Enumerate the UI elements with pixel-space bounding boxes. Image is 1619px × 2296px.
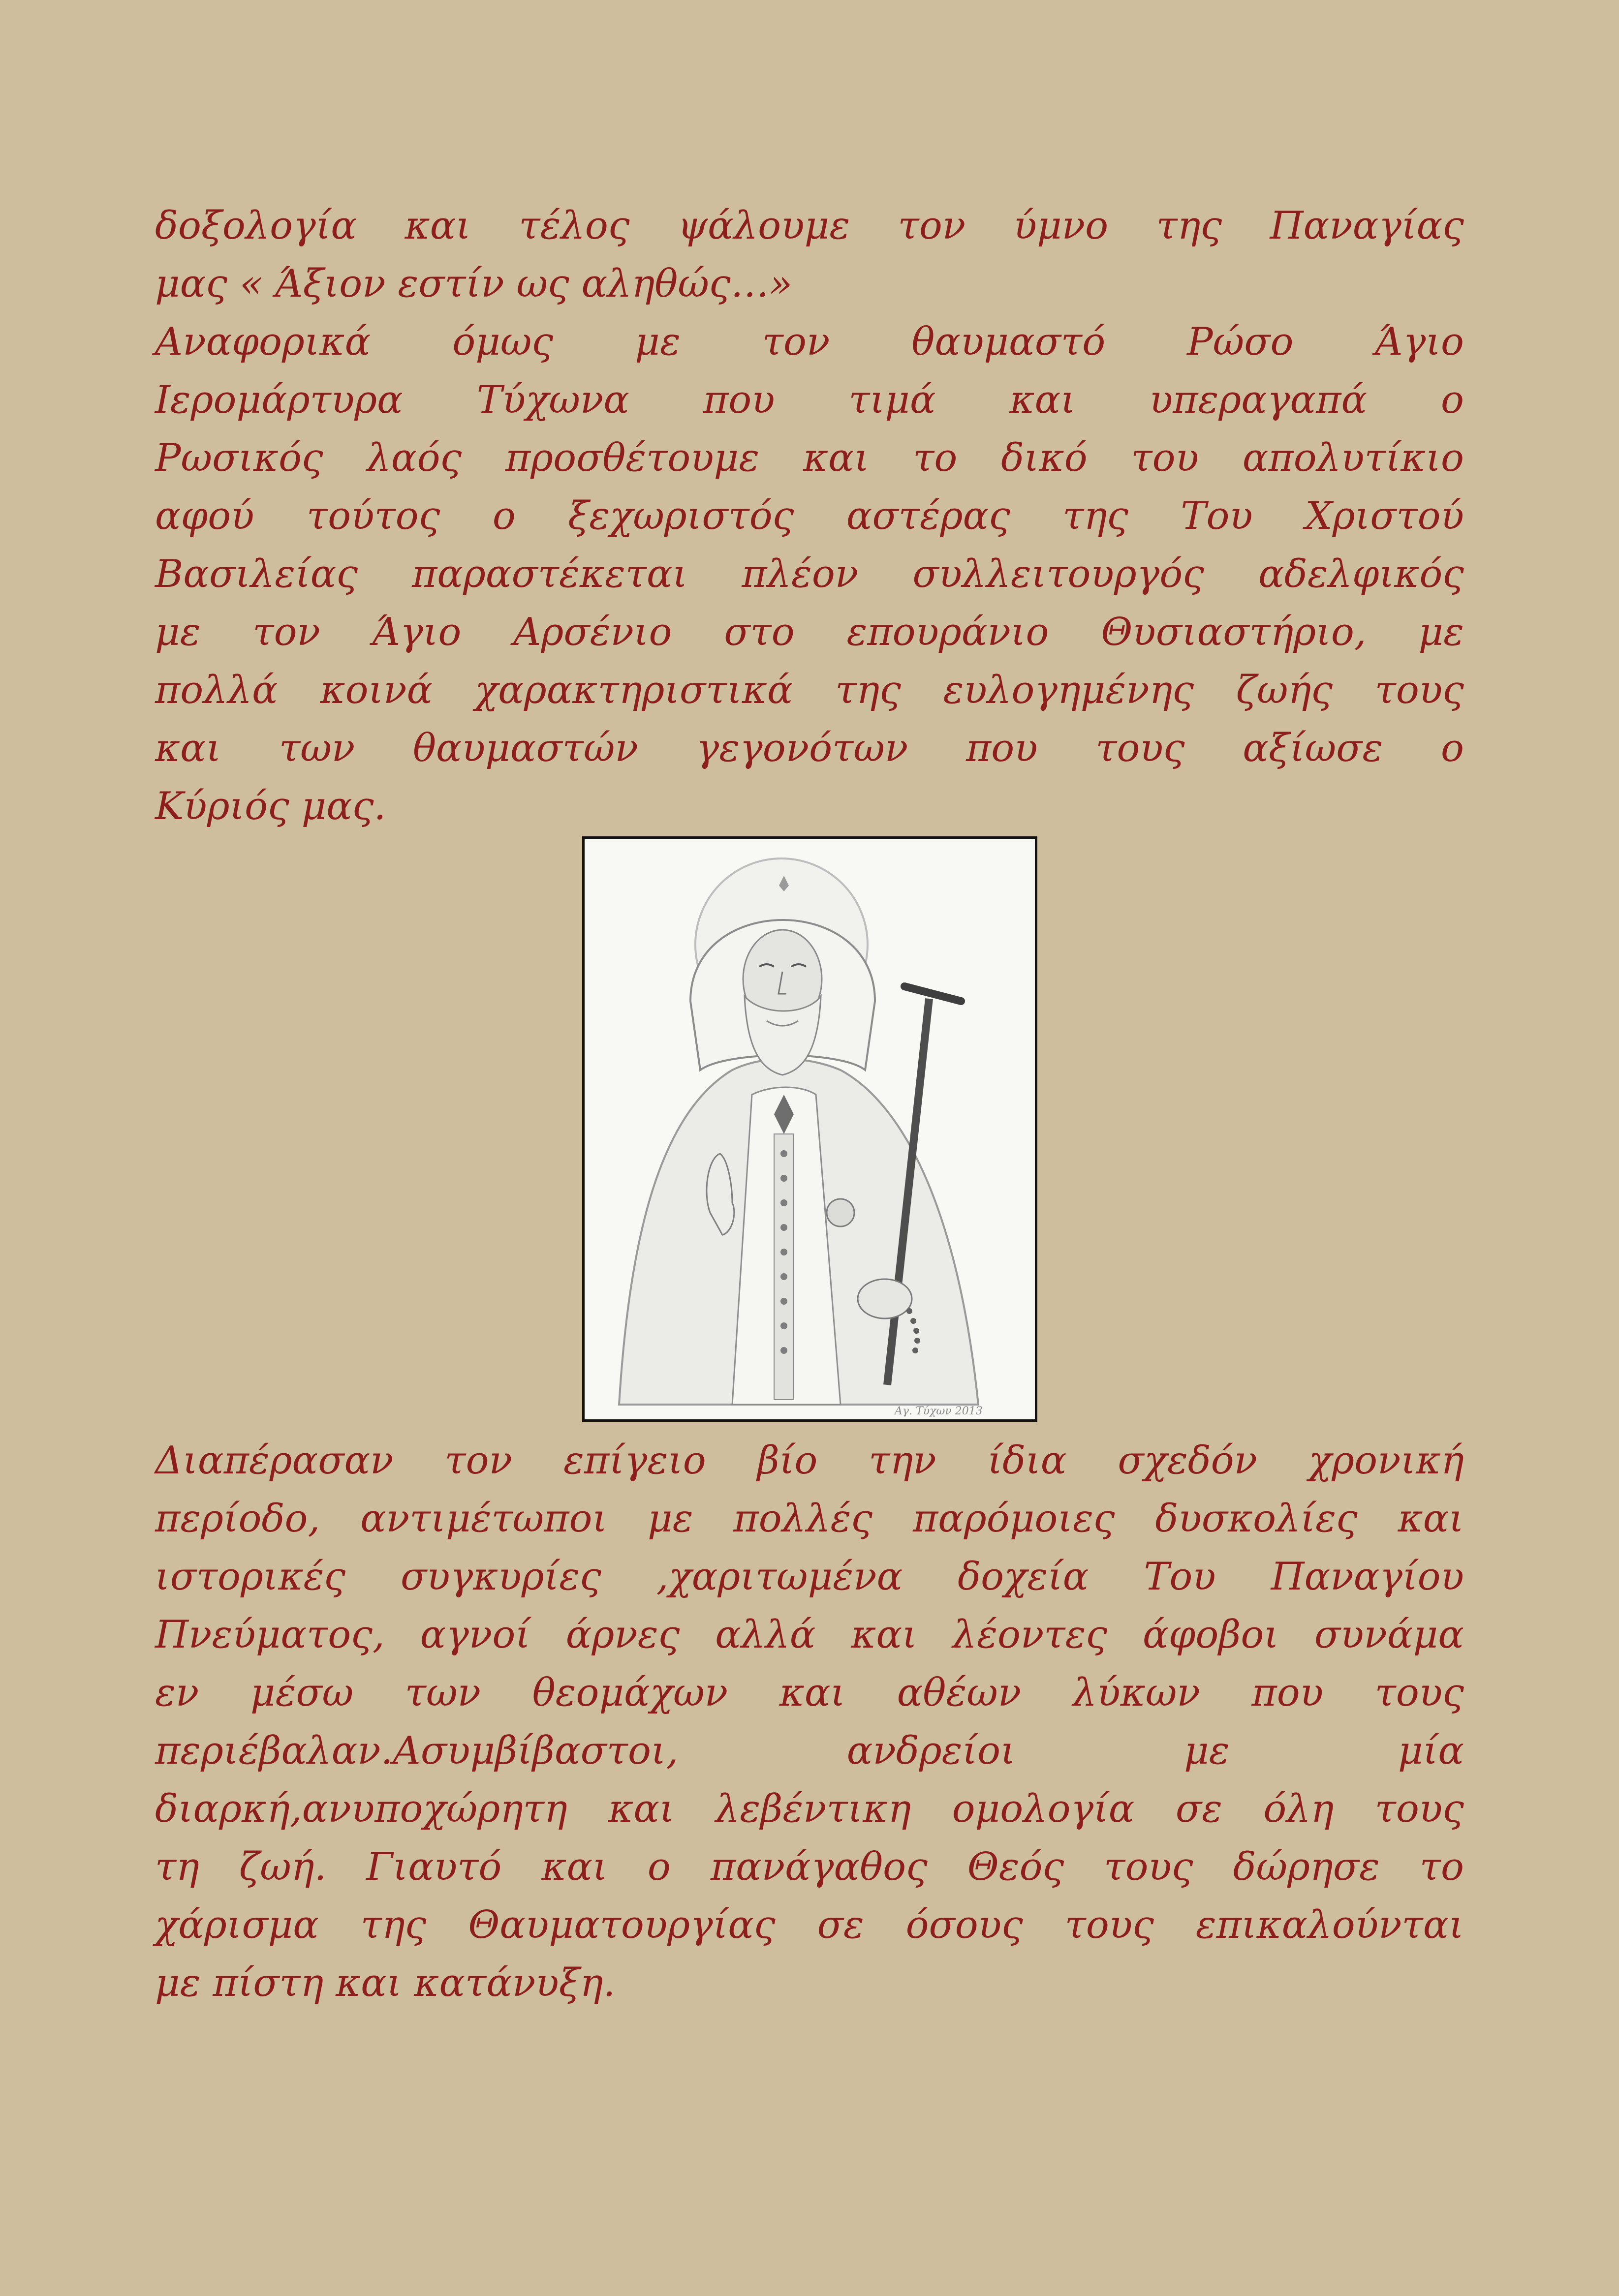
signature-text: Αγ. Τύχων 2013 (895, 1405, 983, 1417)
text-line: δοξολογία και τέλος ψάλουμε τον ύμνο της Παναγίας (155, 204, 1464, 248)
text-line: πολλά κοινά χαρακτηριστικά της ευλογημένης ζωής τους (155, 668, 1464, 712)
text-line: αφού τούτος ο ξεχωριστός αστέρας της Του Χριστού (155, 494, 1464, 538)
text-line: με πίστη και κατάνυξη. (155, 1961, 616, 2005)
text-line: περίοδο, αντιμέτωποι με πολλές παρόμοιες δυσκολίες και (155, 1497, 1464, 1541)
text-line: ιστορικές συγκυρίες ,χαριτωμένα δοχεία Του Παναγίου (155, 1555, 1464, 1599)
paragraph-2 (155, 1432, 1464, 2012)
text-line: χάρισμα της Θαυματουργίας σε όσους τους επικαλούνται (155, 1903, 1464, 1947)
text-line: Κύριός μας. (155, 784, 386, 828)
text-line: με τον Άγιο Αρσένιο στο επουράνιο Θυσιαστήριο, με (155, 610, 1464, 654)
text-line: Ιερομάρτυρα Τύχωνα που τιμά και υπεραγαπά ο (155, 378, 1464, 422)
text-line: εν μέσω των θεομάχων και αθέων λύκων που τους (155, 1671, 1464, 1715)
paragraph-1 (155, 197, 1464, 835)
text-line: περιέβαλαν.Ασυμβίβαστοι, ανδρείοι με μία (155, 1729, 1464, 1773)
text-line: Διαπέρασαν τον επίγειο βίο την ίδια σχεδόν χρονική (155, 1439, 1464, 1483)
text-line: Αναφορικά όμως με τον θαυμαστό Ρώσο Άγιο (155, 320, 1464, 364)
text-line: Βασιλείας παραστέκεται πλέον συλλειτουργός αδελφικός (155, 552, 1464, 596)
text-line: διαρκή,ανυποχώρητη και λεβέντικη ομολογία σε όλη τους (155, 1787, 1464, 1831)
pencil-drawing-icon (585, 839, 1035, 1419)
saint-icon-drawing (582, 836, 1037, 1422)
text-line: μας « Άξιον εστίν ως αληθώς…» (155, 262, 793, 306)
text-line: και των θαυμαστών γεγονότων που τους αξίωσε ο (155, 726, 1464, 770)
text-line: Πνεύματος, αγνοί άρνες αλλά και λέοντες άφοβοι συνάμα (155, 1613, 1464, 1657)
text-line: Ρωσικός λαός προσθέτουμε και το δικό του απολυτίκιο (155, 436, 1464, 480)
text-line: τη ζωή. Γιαυτό και ο πανάγαθος Θεός τους δώρησε το (155, 1845, 1464, 1889)
